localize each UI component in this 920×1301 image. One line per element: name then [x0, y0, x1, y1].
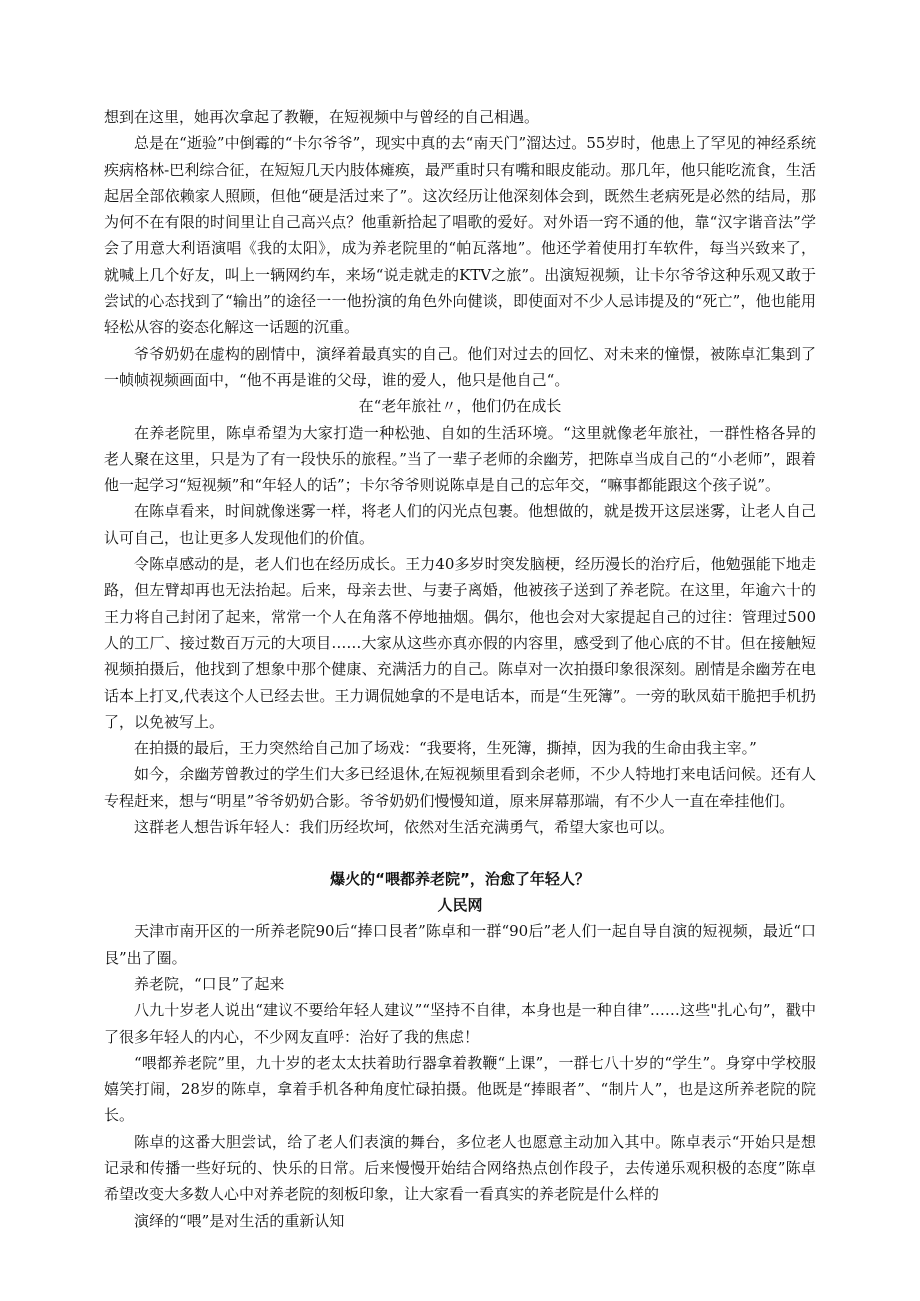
subheading: 在“老年旅社〃，他们仍在成长	[358, 397, 562, 416]
paragraph: 令陈卓感动的是，老人们也在经历成长。王力40多岁时突发脑梗，经历漫长的治疗后，他勉强能下地走路，但左臂却再也无法抬起。后来，母亲去世、与妻子离婚，他被孩子送到了养老院。在这里，年逾六十的王力将自己封闭了起来，常常一个人在角落不停地抽烟。偶尔，他也会对大家提起自己的过往：管理过500人的工厂、接过数百万元的大项目……大家从这些亦真亦假的内容里，感受到了他心底的不甘。但在接触短视频拍摄后，他找到了想象中那个健康、充满活力的自己。陈卓对一次拍摄印象很深刻。剧情是余幽芳在电话本上打叉,代表这个人已经去世。王力调侃她拿的不是电话本，而是“生死簿”。一旁的耿凤茹干脆把手机扔了，以免被写上。	[104, 555, 816, 731]
paragraph: 天津市南开区的一所养老院90后“捧口艮者”陈卓和一群“90后”老人们一起自导自演的短视频，最近“口艮”出了圈。	[104, 922, 816, 967]
paragraph: 想到在这里，她再次拿起了教鞭，在短视频中与曾经的自己相遇。	[104, 108, 540, 126]
paragraph: 这群老人想告诉年轻人：我们历经坎坷，依然对生活充满勇气，希望大家也可以。	[134, 818, 675, 837]
paragraph: 在养老院里，陈卓希望为大家打造一种松弛、自如的生活环境。“这里就像老年旅社，一群性格各异的老人聚在这里，只是为了有一段快乐的旅程。”当了一辈子老师的余幽芳，把陈卓当成自己的“小老师”，跟着他一起学习“短视频”和“年轻人的话”；卡尔爷爷则说陈卓是自己的忘年交，“嘛事都能跟这个孩子说”。	[104, 423, 816, 495]
paragraph: “喂都养老院”里，九十岁的老太太扶着助行器拿着教鞭“上课”，一群七八十岁的“学生”。身穿中学校服嬉笑打闹，28岁的陈卓，拿着手机各种角度忙碌拍摄。他既是“捧眼者”、“制片人”，也是这所养老院的院长。	[104, 1053, 816, 1125]
paragraph: 爷爷奶奶在虚构的剧情中，演绎着最真实的自己。他们对过去的回忆、对未来的憧憬，被陈卓汇集到了一帧帧视频画面中，“他不再是谁的父母，谁的爱人，他只是他自己“。	[104, 344, 816, 389]
paragraph: 在拍摄的最后，王力突然给自己加了场戏：“我要将，生死簿，撕掉，因为我的生命由我主宰。”	[134, 739, 757, 758]
article-source: 人民网	[437, 896, 483, 915]
paragraph: 八九十岁老人说出“建议不要给年轻人建议”“坚持不自律，本身也是一种自律”……这些"扎心句”，戳中了很多年轻人的内心，不少网友直呼：治好了我的焦虑！	[104, 1001, 816, 1046]
section-heading: 养老院，“口艮”了起来	[134, 974, 285, 993]
section-heading: 演绎的“喂”是对生活的重新认知	[134, 1211, 345, 1230]
paragraph: 陈卓的这番大胆尝试，给了老人们表演的舞台，多位老人也愿意主动加入其中。陈卓表示“开始只是想记录和传播一些好玩的、快乐的日常。后来慢慢开始结合网络热点创作段子，去传递乐观积极的态度”陈卓希望改变大多数人心中对养老院的刻板印象，让大家看一看真实的养老院是什么样的	[104, 1132, 816, 1204]
article-title: 爆火的“喂都养老院”，治愈了年轻人？	[330, 870, 590, 889]
paragraph: 如今，余幽芳曾教过的学生们大多已经退休,在短视频里看到余老师，不少人特地打来电话问候。还有人专程赶来，想与“明星”爷爷奶奶合影。爷爷奶奶们慢慢知道，原来屏幕那端，有不少人一直在牵挂他们。	[104, 765, 816, 810]
paragraph: 在陈卓看来，时间就像迷雾一样，将老人们的闪光点包裹。他想做的，就是拨开这层迷雾，让老人自己认可自己，也让更多人发现他们的价值。	[104, 502, 816, 547]
paragraph: 总是在“逝验”中倒霉的“卡尔爷爷”，现实中真的去“南天门”溜达过。55岁时，他患上了罕见的神经系统疾病格林-巴利综合征，在短短几天内肢体瘫痪，最严重时只有嘴和眼皮能动。那几年，他只能吃流食，生活起居全部依赖家人照顾，但他“硬是活过来了”。这次经历让他深刻体会到，既然生老病死是必然的结局，那为何不在有限的时间里让自己高兴点？他重新拾起了唱歌的爱好。对外语一窍不通的他，靠“汉字谐音法”学会了用意大利语演唱《我的太阳》，成为养老院里的“帕瓦落地”。他还学着使用打车软件，每当兴致来了，就喊上几个好友，叫上一辆网约车，来场“说走就走的KTV之旅”。出演短视频，让卡尔爷爷这种乐观又敢于尝试的心态找到了“输出”的途径一一他扮演的角色外向健谈，即使面对不少人忌讳提及的“死亡”，他也能用轻松从容的姿态化解这一话题的沉重。	[104, 134, 816, 337]
